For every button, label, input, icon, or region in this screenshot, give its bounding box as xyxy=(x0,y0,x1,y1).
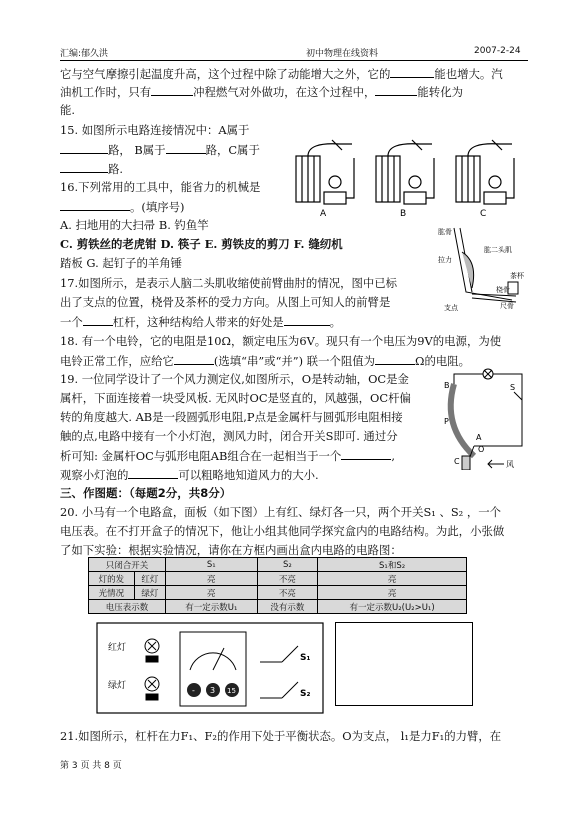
table-cell: S₂ xyxy=(257,558,317,572)
q15-line: 路， B属于 路，C属于 xyxy=(60,142,260,158)
terminal-label: - xyxy=(192,686,195,695)
fig19-label: S xyxy=(510,383,516,392)
q19-line: 19. 一位同学设计了一个风力测定仪,如图所示，O是转动轴，OC是金 xyxy=(60,372,409,386)
table-cell: 只闭合开关 xyxy=(89,558,166,572)
fig19-label: B xyxy=(444,381,450,390)
table-cell: 光情况 xyxy=(89,586,135,600)
switch-s1-label: S₁ xyxy=(300,653,311,663)
table-cell: 绿灯 xyxy=(134,586,165,600)
fig19-label: 风 xyxy=(506,460,514,469)
fig17-label: 支点 xyxy=(444,304,458,312)
fig17-label: 肱骨 xyxy=(438,228,452,236)
fig19-label: A xyxy=(476,433,482,442)
table-cell: 亮 xyxy=(165,586,257,600)
q19-line: 析可知: 金属杆OC与弧形电阻AB组合在一起相当于一个 , xyxy=(60,449,395,463)
green-light-label: 绿灯 xyxy=(108,681,127,691)
figure-19-wind-meter xyxy=(418,366,530,470)
q19-line: 触的点,电路中接有一个小灯泡，测风力时，闭合开关S即可. 通过分 xyxy=(60,429,398,443)
q17-line: 17.如图所示，是表示人脑二头肌收缩使前臂曲肘的情况，图中已标 xyxy=(60,276,398,290)
q20-line: 20. 小马有一个电路盒，面板（如下图）上有红、绿灯各一只，两个开关S₁ 、S₂ ，一个 xyxy=(60,505,501,519)
q17-line: 出了支点的位置，桡骨及茶杯的受力方向。从图上可知人的前臂是 xyxy=(60,295,391,309)
fig19-label: O xyxy=(478,445,485,454)
q20-line: 了如下实验：根据实验情况，请你在方框内画出盒内电路的电路图： xyxy=(60,543,402,557)
fig19-label: C xyxy=(454,457,460,466)
fig15-label-a: A xyxy=(320,209,327,219)
page-footer: 第 3 页 共 8 页 xyxy=(60,761,122,771)
q16-line: C. 剪铁丝的老虎钳 D. 筷子 E. 剪铁皮的剪刀 F. 缝纫机 xyxy=(60,237,343,251)
answer-box xyxy=(335,622,473,706)
q16-line: 踏板 G. 起钉子的羊角锤 xyxy=(60,256,183,270)
table-row xyxy=(89,558,467,572)
table-row xyxy=(89,600,467,614)
circuit-box-panel xyxy=(96,622,324,714)
header-right: 2007-2-24 xyxy=(474,46,521,56)
table-cell: 不亮 xyxy=(257,586,317,600)
text-line: 能. xyxy=(60,103,76,117)
q15-line: 路. xyxy=(60,161,123,177)
header-left: 汇编:郁久洪 xyxy=(60,49,109,59)
q21-line: 21.如图所示，杠杆在力F₁、F₂的作用下处于平衡状态。O为支点， l₁是力F₁的力臂，在 xyxy=(60,729,502,743)
fig15-label-b: B xyxy=(400,209,407,219)
page-header xyxy=(60,46,528,61)
red-light-label: 红灯 xyxy=(108,643,127,653)
fig15-label-c: C xyxy=(480,209,487,219)
terminal-label: 3 xyxy=(210,686,216,695)
fig17-label: 尺骨 xyxy=(500,302,514,310)
q16-line: 。(填序号) xyxy=(60,199,184,215)
table-cell: 有一定示数U₁ xyxy=(165,600,257,614)
fig17-label: 桡骨 xyxy=(496,286,510,294)
figure-17-arm xyxy=(438,222,530,318)
switch-s2-label: S₂ xyxy=(300,689,311,699)
q16-line: 16.下列常用的工具中，能省力的机械是 xyxy=(60,180,261,194)
table-cell: 不亮 xyxy=(257,572,317,586)
table-cell: 红灯 xyxy=(134,572,165,586)
table-cell: S₁和S₂ xyxy=(318,558,467,572)
q18-line: 18. 有一个电铃，它的电阻是10Ω，额定电压为6V。现只有一个电压为9V的电源，为使 xyxy=(60,334,502,348)
q19-line: 观察小灯泡的 可以粗略地知道风力的大小. xyxy=(60,468,319,482)
q19-line: 属杆，下面连接着一块受风板. 无风时OC是竖直的，风越强，OC杆偏 xyxy=(60,391,411,405)
table-cell: 亮 xyxy=(318,572,467,586)
fig17-label: 拉力 xyxy=(438,256,452,264)
q15-line: 15. 如图所示电路连接情况中：A属于 xyxy=(60,123,250,137)
header-center: 初中物理在线资料 xyxy=(306,49,379,59)
text-line: 油机工作时，只有 冲程燃气对外做功，在这个过程中， 能转化为 xyxy=(60,85,463,99)
table-cell: S₁ xyxy=(165,558,257,572)
experiment-table xyxy=(88,557,467,614)
text-line: 它与空气摩擦引起温度升高，这个过程中除了动能增大之外，它的 能也增大。汽 xyxy=(60,67,503,81)
fig17-label: 肱二头肌 xyxy=(484,246,512,254)
table-row xyxy=(89,586,467,600)
table-cell: 电压表示数 xyxy=(89,600,166,614)
table-cell: 亮 xyxy=(318,586,467,600)
table-cell: 没有示数 xyxy=(257,600,317,614)
table-cell: 亮 xyxy=(165,572,257,586)
table-cell: 有一定示数U₂(U₂>U₁) xyxy=(318,600,467,614)
q18-line: 电铃正常工作，应给它 (选填“串”或“并”) 联一个阻值为 Ω的电阻。 xyxy=(60,354,471,368)
section-title: 三、作图题：（每题2分，共8分） xyxy=(60,486,232,500)
fig17-label: 茶杯 xyxy=(510,272,524,280)
fig19-label: P xyxy=(444,417,449,426)
q20-line: 电压表。在不打开盒子的情况下，他让小组其他同学探究盒内的电路结构。为此，小张做 xyxy=(60,524,505,538)
q17-line: 一个 杠杆，这种结构给人带来的好处是 。 xyxy=(60,315,342,329)
figure-15-circuits xyxy=(288,134,528,220)
q16-line: A. 扫地用的大扫帚 B. 钓鱼竿 xyxy=(60,218,209,232)
table-cell: 灯的发 xyxy=(89,572,135,586)
table-row xyxy=(89,572,467,586)
terminal-label: 15 xyxy=(227,687,236,695)
q19-line: 转的角度越大. AB是一段圆弧形电阻,P点是金属杆与圆弧形电阻相接 xyxy=(60,410,403,424)
